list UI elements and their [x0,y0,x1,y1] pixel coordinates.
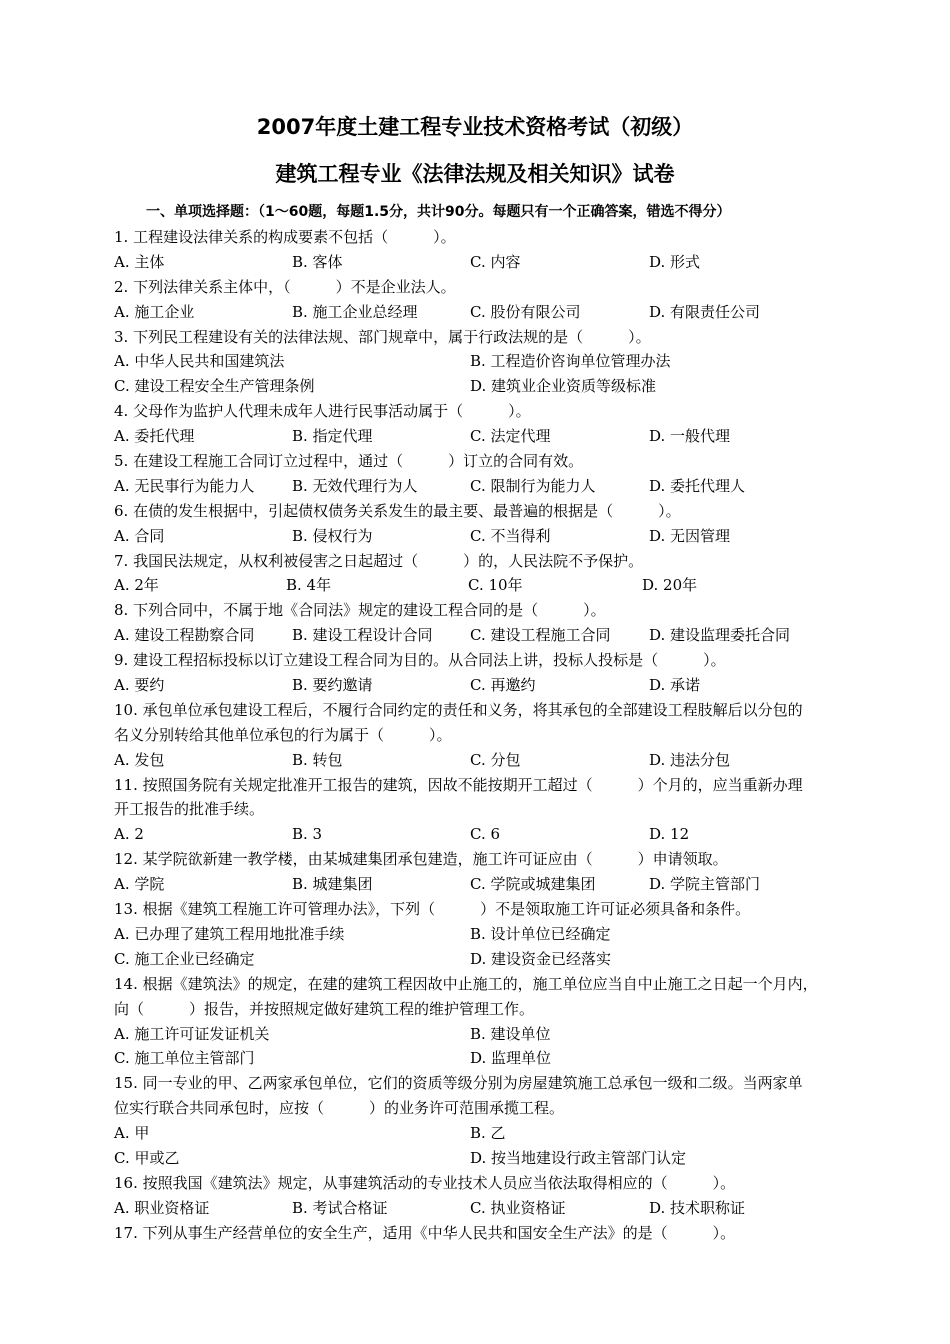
option-c: C. 限制行为能力人 [470,476,596,495]
option-a: A. 甲 [114,1124,150,1143]
option-a: A. 2 [114,825,144,844]
question-list [114,225,889,1246]
question-stem: 5. 在建设工程施工合同订立过程中，通过（ ）订立的合同有效。 [114,452,584,471]
question-stem-continued: 名义分别转给其他单位承包的行为属于（ ）。 [114,725,452,744]
option-row [114,424,889,449]
option-row [114,872,889,897]
section-heading: 一、单项选择题：（1～60题，每题1.5分，共计90分。每题只有一个正确答案，错选不得分） [146,204,731,220]
option-c: C. 再邀约 [470,676,536,695]
option-d: D. 形式 [649,252,701,271]
question-stem-continued: 开工报告的批准手续。 [114,800,265,819]
option-d: D. 委托代理人 [649,476,746,495]
question-stem: 12. 某学院欲新建一教学楼，由某城建集团承包建造，施工许可证应由（ ）申请领取。 [114,850,728,869]
option-c: C. 内容 [470,252,521,271]
question-stem: 16. 按照我国《建筑法》规定，从事建筑活动的专业技术人员应当依法取得相应的（ ）。 [114,1173,736,1192]
option-d: D. 12 [649,825,690,844]
option-b: B. 4年 [286,576,332,595]
option-c: C. 执业资格证 [470,1198,566,1217]
option-a: A. 施工企业 [114,302,195,321]
option-row [114,524,889,549]
option-row [114,673,889,698]
question-stem: 4. 父母作为监护人代理未成年人进行民事活动属于（ ）。 [114,402,531,421]
option-row [114,1146,889,1171]
option-a: A. 要约 [114,676,165,695]
option-a: A. 中华人民共和国建筑法 [114,352,285,371]
option-a: A. 发包 [114,750,165,769]
question-stem-continued: 向（ ）报告，并按照规定做好建筑工程的维护管理工作。 [114,999,535,1018]
option-row [114,623,889,648]
question-stem: 14. 根据《建筑法》的规定，在建的建筑工程因故中止施工的，施工单位应当自中止施工之日起一个月内， [114,974,818,993]
option-b: B. 考试合格证 [292,1198,388,1217]
option-c: C. 施工单位主管部门 [114,1049,255,1068]
question-stem: 3. 下列民工程建设有关的法律法规、部门规章中，属于行政法规的是（ ）。 [114,327,651,346]
option-c: C. 分包 [470,750,521,769]
option-b: B. 无效代理行为人 [292,476,418,495]
option-c: C. 建设工程安全生产管理条例 [114,377,315,396]
option-row [114,822,889,847]
option-b: B. 设计单位已经确定 [470,924,611,943]
option-d: D. 技术职称证 [649,1198,746,1217]
exam-subtitle: 建筑工程专业《法律法规及相关知识》试卷 [275,162,675,186]
option-c: C. 甲或乙 [114,1148,180,1167]
option-c: C. 法定代理 [470,427,551,446]
option-a: A. 委托代理 [114,427,195,446]
option-b: B. 客体 [292,252,343,271]
question-stem: 17. 下列从事生产经营单位的安全生产，适用《中华人民共和国安全生产法》的是（ ）。 [114,1223,736,1242]
option-a: A. 学院 [114,875,165,894]
question-stem: 1. 工程建设法律关系的构成要素不包括（ ）。 [114,228,456,246]
option-d: D. 一般代理 [649,427,731,446]
question-stem: 2. 下列法律关系主体中，（ ）不是企业法人。 [114,277,456,296]
option-row [114,374,889,399]
option-a: A. 已办理了建筑工程用地批准手续 [114,924,345,943]
option-c: C. 施工企业已经确定 [114,949,255,968]
option-c: C. 建设工程施工合同 [470,626,611,645]
option-d: D. 监理单位 [470,1049,552,1068]
option-c: C. 不当得利 [470,526,551,545]
option-row [114,1022,889,1047]
option-a: A. 2年 [114,576,159,595]
option-a: A. 职业资格证 [114,1198,210,1217]
option-b: B. 要约邀请 [292,676,373,695]
option-a: A. 合同 [114,526,165,545]
option-b: B. 指定代理 [292,427,373,446]
question-stem: 6. 在债的发生根据中，引起债权债务关系发生的最主要、最普遍的根据是（ ）。 [114,501,681,520]
option-b: B. 乙 [470,1124,506,1143]
option-c: C. 学院或城建集团 [470,875,596,894]
option-row [114,349,889,374]
option-d: D. 20年 [642,576,698,595]
option-d: D. 学院主管部门 [649,875,761,894]
option-row [114,474,889,499]
option-b: B. 3 [292,825,323,844]
option-row [114,748,889,773]
option-row [114,1196,889,1221]
option-c: C. 股份有限公司 [470,302,581,321]
option-a: A. 无民事行为能力人 [114,476,255,495]
option-row [114,300,889,325]
question-stem: 15. 同一专业的甲、乙两家承包单位，它们的资质等级分别为房屋建筑施工总承包一级和二级。当两家单 [114,1074,803,1093]
option-row [114,1046,889,1071]
option-b: B. 城建集团 [292,875,373,894]
option-d: D. 违法分包 [649,750,731,769]
question-stem: 11. 按照国务院有关规定批准开工报告的建筑，因故不能按期开工超过（ ）个月的，应当重新办理 [114,775,803,794]
question-stem: 7. 我国民法规定，从权利被侵害之日起超过（ ）的，人民法院不予保护。 [114,551,644,570]
question-stem: 10. 承包单位承包建设工程后，不履行合同约定的责任和义务，将其承包的全部建设工程肢解后以分包的 [114,700,803,719]
option-d: D. 建筑业企业资质等级标准 [470,377,657,396]
option-row [114,250,889,275]
option-d: D. 建设资金已经落实 [470,949,612,968]
option-b: B. 侵权行为 [292,526,373,545]
option-b: B. 施工企业总经理 [292,302,418,321]
question-stem-continued: 位实行联合共同承包时，应按（ ）的业务许可范围承揽工程。 [114,1099,565,1118]
option-a: A. 施工许可证发证机关 [114,1024,270,1043]
question-stem: 9. 建设工程招标投标以订立建设工程合同为目的。从合同法上讲，投标人投标是（ ）。 [114,651,726,670]
exam-title: 2007年度土建工程专业技术资格考试（初级） [256,115,694,139]
option-c: C. 10年 [468,576,523,595]
option-row [114,922,889,947]
option-d: D. 承诺 [649,676,701,695]
option-b: B. 建设工程设计合同 [292,626,433,645]
question-stem: 13. 根据《建筑工程施工许可管理办法》，下列（ ）不是领取施工许可证必须具备和条件。 [114,900,751,919]
option-row [114,1121,889,1146]
option-row [114,947,889,972]
question-stem: 8. 下列合同中，不属于地《合同法》规定的建设工程合同的是（ ）。 [114,601,606,620]
option-b: B. 转包 [292,750,343,769]
option-a: A. 主体 [114,252,165,271]
option-a: A. 建设工程勘察合同 [114,626,255,645]
option-d: D. 有限责任公司 [649,302,761,321]
option-c: C. 6 [470,825,501,844]
option-d: D. 建设监理委托合同 [649,626,791,645]
option-d: D. 无因管理 [649,526,731,545]
option-b: B. 建设单位 [470,1024,551,1043]
option-d: D. 按当地建设行政主管部门认定 [470,1148,687,1167]
option-b: B. 工程造价咨询单位管理办法 [470,352,671,371]
option-row [114,573,889,598]
